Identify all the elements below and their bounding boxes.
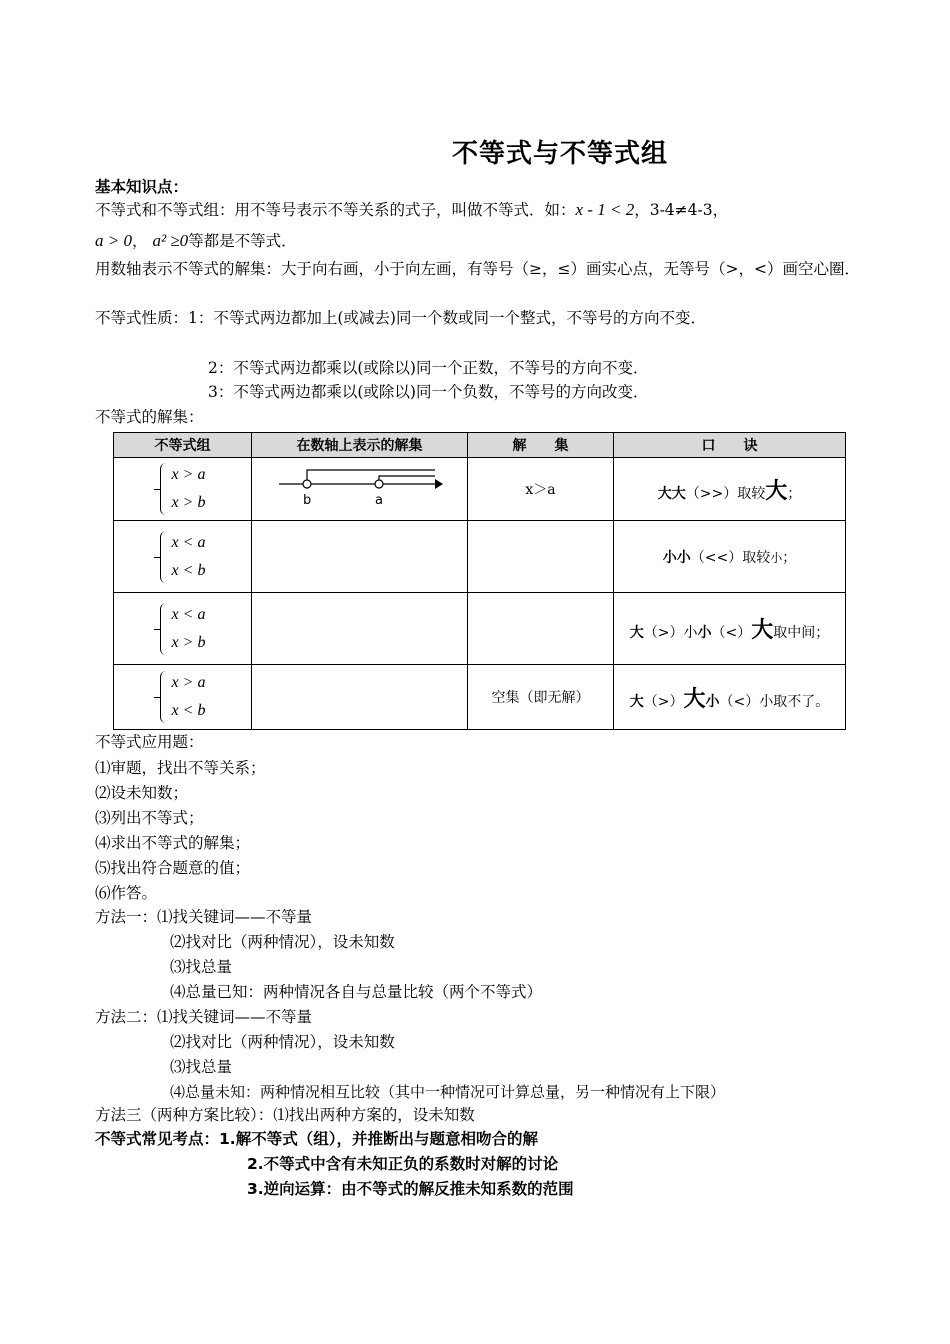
- rhyme-cell: [614, 665, 846, 730]
- inequality-system: [160, 669, 206, 725]
- header-system: 不等式组: [114, 433, 252, 458]
- rhyme-part: ；: [782, 549, 797, 566]
- inequality-line: x < b: [171, 702, 206, 719]
- open-point-b: [303, 480, 311, 488]
- exam-heading: 不等式常见考点：: [95, 1130, 220, 1148]
- method-step: ⑷总量已知：两种情况各自与总量比较（两个不等式）: [170, 983, 543, 1001]
- inequality-line: x > a: [171, 466, 206, 483]
- range-b-bracket: [307, 470, 435, 484]
- method-step: ⑶找总量: [170, 958, 233, 976]
- exam-item: 3.逆向运算：由不等式的解反推未知系数的范围: [247, 1180, 574, 1198]
- step-item: ⑴审题，找出不等关系；: [95, 759, 266, 777]
- table-row: [114, 521, 846, 593]
- table-row: [114, 665, 846, 730]
- rhyme-part: 大: [629, 625, 644, 641]
- system-cell: [114, 521, 252, 593]
- numberline-rule: 用数轴表示不等式的解集：大于向右画，小于向左画，有等号（≥，≤）画实心点，无等号（>，<）画空心圈．: [95, 260, 860, 278]
- application-heading: 不等式应用题：: [95, 733, 204, 751]
- property-2: 2：不等式两边都乘以(或除以)同一个正数，不等号的方向不变．: [208, 359, 649, 377]
- system-cell: [114, 593, 252, 665]
- step-item: ⑸找出符合题意的值；: [95, 859, 251, 877]
- inequality-line: x > a: [171, 674, 206, 691]
- axis-label-a: a: [374, 493, 383, 508]
- exam-item: 1.解不等式（组），并推断出与题意相吻合的解: [219, 1130, 538, 1148]
- inequality-line: x > b: [171, 494, 206, 511]
- rhyme-part: 小小: [662, 549, 691, 566]
- example-inequality-3: a > 0: [95, 231, 132, 250]
- solution-cell: [468, 521, 614, 593]
- method-step: ⑵找对比（两种情况），设未知数: [170, 1033, 395, 1051]
- rhyme-cell: [614, 521, 846, 593]
- rhyme-part: （<）小取不了。: [719, 693, 830, 710]
- inequality-system: [160, 461, 206, 517]
- example-inequality-1: x - 1 < 2: [575, 200, 635, 219]
- rhyme-emphasis: 大: [765, 478, 788, 504]
- step-item: ⑵设未知数；: [95, 784, 189, 802]
- method-step: ⑷总量未知：两种情况相互比较（其中一种情况可计算总量，另一种情况有上下限）: [170, 1083, 726, 1101]
- rhyme-part: 大大: [657, 485, 686, 502]
- inequality-line: x < b: [171, 561, 206, 579]
- method-3-heading: 方法三（两种方案比较）：⑴找出两种方案的，设未知数: [95, 1106, 475, 1124]
- method-step: ⑵找对比（两种情况），设未知数: [170, 933, 395, 951]
- rhyme-cell: [614, 593, 846, 665]
- system-cell: [114, 458, 252, 521]
- table-row: [114, 593, 846, 665]
- exam-points: [95, 1128, 538, 1150]
- axis-label-b: b: [302, 493, 311, 508]
- open-point-a: [375, 480, 383, 488]
- page-title: 不等式与不等式组: [452, 139, 669, 169]
- inequality-line: x < a: [171, 533, 206, 551]
- rhyme-part: 小: [705, 693, 720, 710]
- solution-cell: 空集（即无解）: [468, 665, 614, 730]
- number-line-cell: [252, 665, 468, 730]
- table-header-row: [114, 433, 846, 458]
- method-2-heading: 方法二：⑴找关键词——不等量: [95, 1008, 313, 1026]
- range-a-bracket: [379, 476, 435, 484]
- solution-cell: x＞a: [468, 458, 614, 521]
- example-inequality-4: a² ≥0: [152, 231, 189, 250]
- solution-cell: [468, 593, 614, 665]
- step-item: ⑶列出不等式；: [95, 809, 204, 827]
- method-step: ⑶找总量: [170, 1058, 233, 1076]
- rhyme-part: 取中间；: [773, 625, 830, 641]
- step-item: ⑷求出不等式的解集；: [95, 834, 251, 852]
- rhyme-part: （>）小: [643, 625, 698, 641]
- rhyme-part: （<）: [711, 625, 752, 641]
- inequality-system: [160, 529, 206, 585]
- rhyme-part: 大: [629, 693, 644, 710]
- property-1: 不等式性质：1：不等式两边都加上(或减去)同一个数或同一个整式，不等号的方向不变．: [95, 309, 706, 327]
- number-line-cell: [252, 458, 468, 521]
- rhyme-cell: [614, 458, 846, 521]
- section-basic-heading: 基本知识点：: [95, 178, 189, 196]
- example-separator: ，: [131, 232, 148, 250]
- rhyme-part: （<<）取较: [690, 549, 771, 566]
- step-item: ⑹作答。: [95, 884, 158, 902]
- number-line-cell: [252, 593, 468, 665]
- header-rhyme: 口 诀: [614, 433, 846, 458]
- rhyme-part: 小: [697, 625, 712, 641]
- definition-line: [95, 199, 728, 221]
- rhyme-part: ；: [787, 485, 802, 502]
- definition-examples-line: [95, 230, 297, 252]
- solution-set-heading: 不等式的解集：: [95, 408, 204, 426]
- solution-set-table: [113, 432, 846, 730]
- rhyme-part: （>）: [643, 693, 684, 710]
- rhyme-part: （>>）取较: [685, 485, 766, 502]
- property-3: 3：不等式两边都乘以(或除以)同一个负数，不等号的方向改变．: [208, 383, 649, 401]
- example-suffix: 等都是不等式．: [188, 232, 297, 250]
- system-cell: [114, 665, 252, 730]
- definition-text: 不等式和不等式组：用不等号表示不等关系的式子，叫做不等式．如：: [95, 201, 576, 219]
- rhyme-emphasis: 小: [770, 550, 783, 565]
- table-row: [114, 458, 846, 521]
- method-1-heading: 方法一：⑴找关键词——不等量: [95, 908, 313, 926]
- inequality-line: x > b: [171, 633, 206, 651]
- axis-arrow-icon: [435, 479, 443, 489]
- number-line-cell: [252, 521, 468, 593]
- inequality-line: x < a: [171, 605, 206, 623]
- example-inequality-2: ，3-4≠4-3，: [634, 201, 729, 219]
- rhyme-emphasis: 大: [751, 618, 774, 643]
- header-number-line: 在数轴上表示的解集: [252, 433, 468, 458]
- header-solution: 解 集: [468, 433, 614, 458]
- rhyme-emphasis: 大: [683, 686, 706, 712]
- number-line-diagram: [275, 464, 445, 510]
- inequality-system: [160, 601, 206, 657]
- exam-item: 2.不等式中含有未知正负的系数时对解的讨论: [247, 1155, 559, 1173]
